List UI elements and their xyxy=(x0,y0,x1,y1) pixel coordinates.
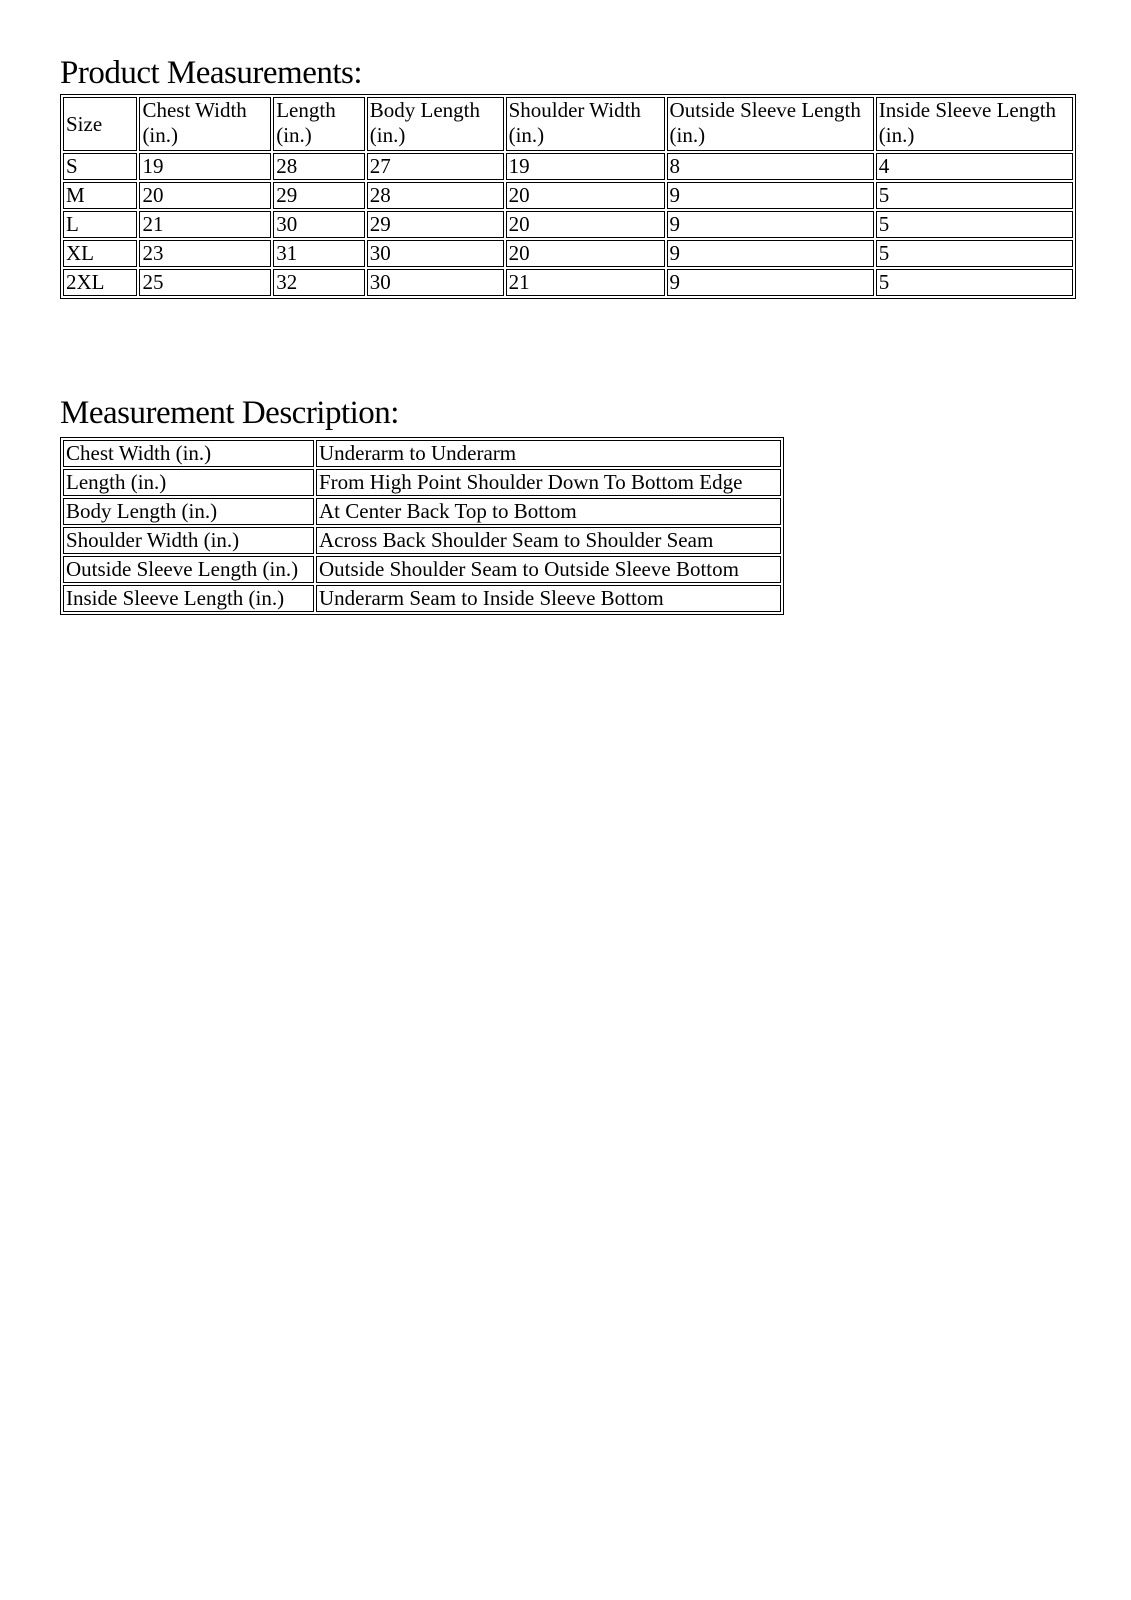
cell-size: M xyxy=(63,182,137,209)
header-label: Shoulder Width xyxy=(508,98,641,122)
description-definition: From High Point Shoulder Down To Bottom Edge xyxy=(316,469,781,496)
header-unit: (in.) xyxy=(669,123,706,147)
header-size xyxy=(63,97,137,151)
product-measurements-table xyxy=(60,94,1076,299)
cell-chest-width: 20 xyxy=(139,182,271,209)
table-row xyxy=(63,211,1073,238)
header-label: Body Length xyxy=(369,98,481,122)
table-row xyxy=(63,527,781,554)
cell-shoulder-width: 21 xyxy=(506,269,665,296)
cell-size: 2XL xyxy=(63,269,137,296)
header-label: Chest Width xyxy=(142,98,247,122)
cell-size: XL xyxy=(63,240,137,267)
description-term: Shoulder Width (in.) xyxy=(63,527,314,554)
header-label: Inside Sleeve Length xyxy=(878,98,1057,122)
table-row xyxy=(63,269,1073,296)
table-row xyxy=(63,498,781,525)
cell-inside-sleeve-length: 4 xyxy=(876,153,1073,180)
description-term: Inside Sleeve Length (in.) xyxy=(63,585,314,612)
header-shoulder-width xyxy=(506,97,665,151)
cell-shoulder-width: 20 xyxy=(506,240,665,267)
header-unit: (in.) xyxy=(508,123,545,147)
cell-outside-sleeve-length: 8 xyxy=(667,153,874,180)
cell-chest-width: 25 xyxy=(139,269,271,296)
header-length xyxy=(273,97,365,151)
cell-outside-sleeve-length: 9 xyxy=(667,269,874,296)
description-definition: At Center Back Top to Bottom xyxy=(316,498,781,525)
cell-body-length: 30 xyxy=(367,269,504,296)
cell-length: 29 xyxy=(273,182,365,209)
description-definition: Across Back Shoulder Seam to Shoulder Seam xyxy=(316,527,781,554)
cell-shoulder-width: 19 xyxy=(506,153,665,180)
description-term: Length (in.) xyxy=(63,469,314,496)
cell-inside-sleeve-length: 5 xyxy=(876,211,1073,238)
header-outside-sleeve-length xyxy=(667,97,874,151)
cell-inside-sleeve-length: 5 xyxy=(876,182,1073,209)
cell-shoulder-width: 20 xyxy=(506,211,665,238)
cell-length: 30 xyxy=(273,211,365,238)
cell-body-length: 29 xyxy=(367,211,504,238)
table-row xyxy=(63,153,1073,180)
cell-outside-sleeve-length: 9 xyxy=(667,182,874,209)
table-row xyxy=(63,585,781,612)
cell-size: L xyxy=(63,211,137,238)
description-definition: Outside Shoulder Seam to Outside Sleeve Bottom xyxy=(316,556,781,583)
product-measurements-title: Product Measurements: xyxy=(60,55,363,91)
table-header-row xyxy=(63,97,1073,151)
cell-outside-sleeve-length: 9 xyxy=(667,211,874,238)
cell-inside-sleeve-length: 5 xyxy=(876,240,1073,267)
cell-size: S xyxy=(63,153,137,180)
cell-length: 28 xyxy=(273,153,365,180)
table-row xyxy=(63,469,781,496)
cell-body-length: 30 xyxy=(367,240,504,267)
header-unit: (in.) xyxy=(369,123,406,147)
measurement-description-table xyxy=(60,437,784,615)
header-unit: (in.) xyxy=(142,123,179,147)
header-chest-width xyxy=(139,97,271,151)
description-term: Chest Width (in.) xyxy=(63,440,314,467)
description-term: Outside Sleeve Length (in.) xyxy=(63,556,314,583)
description-definition: Underarm Seam to Inside Sleeve Bottom xyxy=(316,585,781,612)
header-label: Outside Sleeve Length xyxy=(669,98,861,122)
cell-shoulder-width: 20 xyxy=(506,182,665,209)
cell-chest-width: 19 xyxy=(139,153,271,180)
table-row xyxy=(63,240,1073,267)
measurement-description-title: Measurement Description: xyxy=(60,395,399,431)
table-row xyxy=(63,440,781,467)
cell-body-length: 28 xyxy=(367,182,504,209)
cell-chest-width: 23 xyxy=(139,240,271,267)
header-body-length xyxy=(367,97,504,151)
header-label: Length xyxy=(276,98,336,122)
header-inside-sleeve-length xyxy=(876,97,1073,151)
header-label: Size xyxy=(66,111,103,136)
header-unit: (in.) xyxy=(878,123,915,147)
table-row xyxy=(63,556,781,583)
cell-length: 31 xyxy=(273,240,365,267)
description-term: Body Length (in.) xyxy=(63,498,314,525)
cell-length: 32 xyxy=(273,269,365,296)
cell-inside-sleeve-length: 5 xyxy=(876,269,1073,296)
header-unit: (in.) xyxy=(276,123,312,147)
cell-chest-width: 21 xyxy=(139,211,271,238)
cell-outside-sleeve-length: 9 xyxy=(667,240,874,267)
cell-body-length: 27 xyxy=(367,153,504,180)
description-definition: Underarm to Underarm xyxy=(316,440,781,467)
table-row xyxy=(63,182,1073,209)
